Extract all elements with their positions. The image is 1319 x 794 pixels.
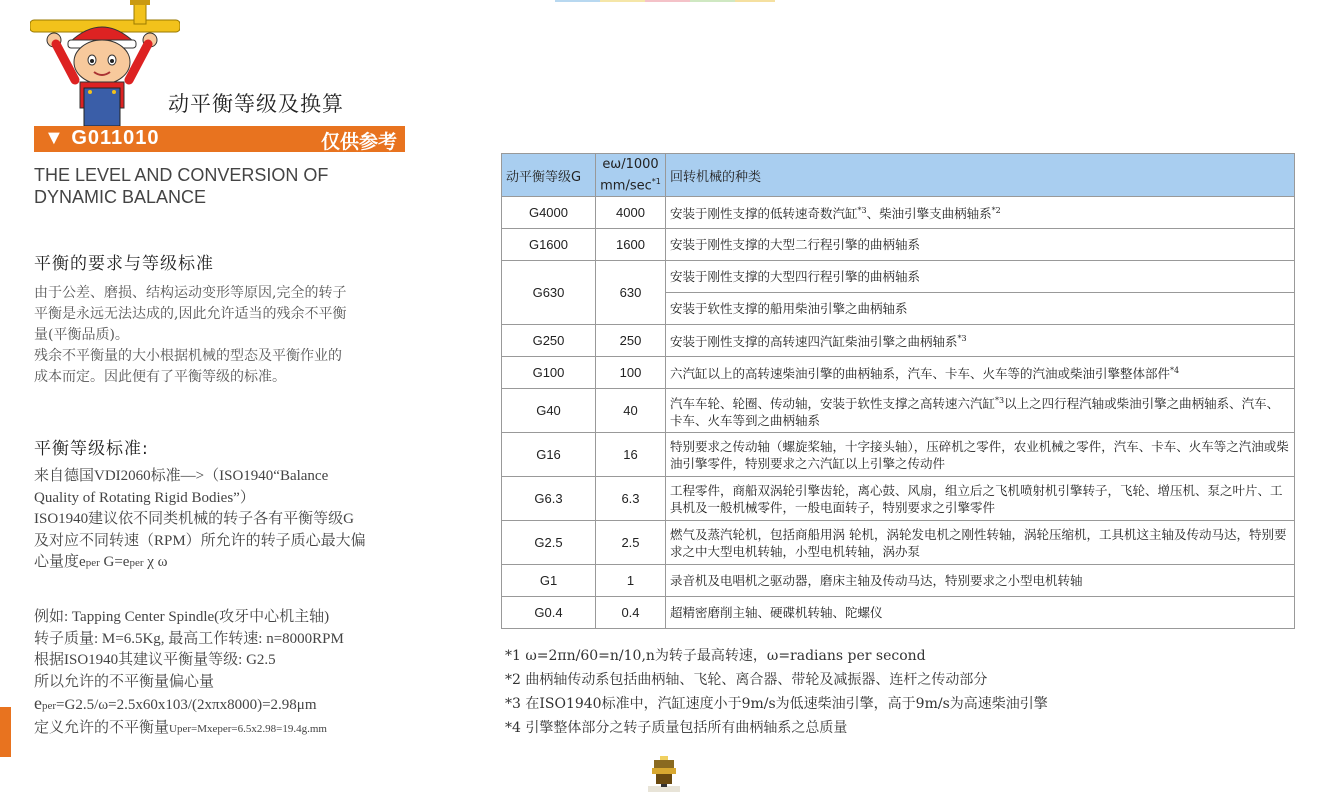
table-row: [502, 433, 1295, 477]
section2-line3: ISO1940建议依不同类机械的转子各有平衡等级G: [34, 511, 355, 527]
section2-line5: [34, 552, 366, 575]
description-cell: [666, 433, 1295, 477]
example-e: e: [34, 693, 42, 713]
value-cell: 40: [596, 389, 666, 433]
example-line6: [34, 718, 344, 741]
section2-line4: 及对应不同转速（RPM）所允许的转子质心最大偏: [34, 532, 366, 549]
table-row: [502, 357, 1295, 389]
side-accent-bar: [0, 707, 11, 757]
page-title-zh: 动平衡等级及换算: [168, 92, 344, 116]
value-cell: 1: [596, 565, 666, 597]
header-type: 回转机械的种类: [666, 154, 1295, 197]
grade-cell: G2.5: [502, 521, 596, 565]
footnote: *1 ω=2πn/60=n/10,n为转子最高转速，ω=radians per second: [505, 648, 926, 664]
header-ew: [596, 154, 666, 197]
code-bar: [34, 126, 405, 152]
example-block: [34, 607, 344, 740]
description-text: 安装于软性支撑的船用柴油引擎之曲柄轴系: [670, 301, 908, 316]
header-grade: 动平衡等级G: [502, 154, 596, 197]
example-line3: 根据ISO1940其建议平衡量等级: G2.5: [34, 652, 276, 668]
header-ew-sup: *1: [651, 176, 661, 186]
description-cell: [666, 357, 1295, 389]
table-header-row: [502, 154, 1295, 197]
value-cell: 630: [596, 261, 666, 325]
section1-line: 由于公差、磨损、结构运动变形等原因,完全的转子: [34, 285, 347, 301]
top-stripe-blue: [555, 0, 600, 2]
formula-e: e: [79, 554, 86, 570]
value-cell: 250: [596, 325, 666, 357]
footnote: *3 在ISO1940标准中，汽缸速度小于9m/s为低速柴油引擎，高于9m/s为高速柴油引擎: [505, 696, 1048, 712]
description-sup: *4: [1170, 366, 1180, 376]
description-text: 燃气及蒸汽轮机，包括商船用涡 轮机，涡轮发电机之刚性转轴，涡轮压缩机，工具机这主轴及传动马达，特别要求之中大型电机转轴，小型电机转轴，涡办泵: [670, 526, 1287, 559]
description-cell: [666, 389, 1295, 433]
catalog-code: ▼ G011010: [44, 127, 160, 149]
formula-end: χ ω: [143, 554, 168, 570]
description-sup: *3: [957, 334, 967, 344]
section1-line: 平衡是永远无法达成的,因此允许适当的残余不平衡: [34, 306, 347, 322]
value-cell: 2.5: [596, 521, 666, 565]
formula-mid: G=e: [99, 554, 130, 570]
table-row: [502, 389, 1295, 433]
example-formula: =G2.5/ω=2.5x60x103/(2xπx8000)=2.98μm: [56, 697, 317, 713]
description-cell: [666, 477, 1295, 521]
description-cell: [666, 325, 1295, 357]
section1-line: 成本而定。因此便有了平衡等级的标准。: [34, 369, 286, 385]
section2-line2: Quality of Rotating Rigid Bodies”）: [34, 489, 255, 506]
value-cell: 1600: [596, 229, 666, 261]
description-text: 超精密磨削主轴、硬碟机转轴、陀螺仪: [670, 605, 883, 620]
reference-label: 仅供参考: [320, 131, 397, 153]
section1-paragraph: [34, 283, 414, 388]
value-cell: 16: [596, 433, 666, 477]
mascot-worker-with-pipe-icon: [30, 0, 180, 126]
spindle-chuck-icon: [648, 756, 680, 792]
example-line6-prefix: 定义允许的不平衡量: [34, 719, 170, 736]
top-stripe-green: [690, 0, 735, 2]
description-text2: 以上之四行程汽轴或柴油引擎之曲柄轴系、汽车、卡车、火车等到之曲柄轴系: [670, 396, 1280, 429]
formula-sub: per: [85, 557, 100, 569]
description-text: 安装于刚性支撑的高转速四汽缸柴油引擎之曲柄轴系: [670, 334, 958, 350]
value-cell: 100: [596, 357, 666, 389]
header-ew-line2: mm/sec: [600, 178, 652, 194]
description-text: 六汽缸以上的高转速柴油引擎的曲柄轴系，汽车、卡车、火车等的汽油或柴油引擎整体部件: [670, 366, 1171, 382]
example-line6-formula2: per=6.5x2.98=19.4g.mm: [217, 722, 327, 735]
grade-cell: G4000: [502, 197, 596, 229]
value-cell: 6.3: [596, 477, 666, 521]
formula-prefix: 心量度: [34, 554, 80, 570]
section2-heading: 平衡等级标准:: [34, 439, 149, 459]
grade-cell: G630: [502, 261, 596, 325]
table-row: [502, 325, 1295, 357]
table-row: [502, 565, 1295, 597]
table-row: [502, 261, 1295, 293]
grade-cell: G1600: [502, 229, 596, 261]
header-ew-line1: eω/1000: [602, 156, 659, 172]
example-line5: [34, 693, 344, 718]
description-cell: [666, 293, 1295, 325]
description-sup2: *2: [991, 206, 1001, 216]
section1-line: 量(平衡品质)。: [34, 327, 129, 343]
table-row: [502, 521, 1295, 565]
en-title-line1: THE LEVEL AND CONVERSION OF: [34, 165, 329, 185]
page-title-en: [34, 164, 328, 208]
value-cell: 4000: [596, 197, 666, 229]
description-sup: *3: [995, 395, 1005, 405]
table-row: [502, 229, 1295, 261]
section2-block: [34, 466, 366, 575]
table-row: [502, 597, 1295, 629]
description-text: 汽车车轮、轮圈、传动轴，安装于软性支撑之高转速六汽缸: [670, 396, 996, 412]
value-cell: 0.4: [596, 597, 666, 629]
description-cell: [666, 565, 1295, 597]
example-line2: 转子质量: M=6.5Kg, 最高工作转速: n=8000RPM: [34, 630, 344, 647]
balance-grade-table: [501, 153, 1295, 629]
grade-cell: G1: [502, 565, 596, 597]
top-stripe-yellow: [600, 0, 645, 2]
example-line4: 所以允许的不平衡量偏心量: [34, 673, 215, 690]
en-title-line2: DYNAMIC BALANCE: [34, 187, 207, 207]
table-row: [502, 197, 1295, 229]
top-stripe-yellow2: [735, 0, 775, 2]
grade-cell: G100: [502, 357, 596, 389]
description-cell: [666, 521, 1295, 565]
description-text: 安装于刚性支撑的大型四行程引擎的曲柄轴系: [670, 269, 921, 284]
footnotes: [505, 644, 1048, 740]
description-cell: [666, 229, 1295, 261]
table-row: [502, 477, 1295, 521]
description-text2: 、柴油引擎支曲柄轴系: [866, 206, 992, 222]
section1-heading: 平衡的要求与等级标准: [34, 254, 214, 274]
description-cell: [666, 597, 1295, 629]
formula-sub2: per: [129, 557, 144, 569]
description-text: 安装于刚性支撑的低转速奇数汽缸: [670, 206, 858, 222]
description-sup: *3: [857, 206, 867, 216]
description-cell: [666, 197, 1295, 229]
top-stripe-pink: [645, 0, 690, 2]
description-text: 录音机及电唱机之驱动器，磨床主轴及传动马达，特别要求之小型电机转轴: [670, 573, 1083, 588]
example-line6-formula: Uper=Mxe: [169, 722, 218, 735]
section2-line1: 来自德国VDI2060标准—>（ISO1940“Balance: [34, 468, 329, 484]
description-text: 工程零件，商船双涡轮引擎齿轮，离心鼓、风扇，组立后之飞机喷射机引擎转子，飞轮、增压机、泵之叶片、工具机及一般机械零件，一般电面转子，特别要求之引擎零件: [670, 482, 1283, 515]
description-text: 安装于刚性支撑的大型二行程引擎的曲柄轴系: [670, 237, 921, 252]
grade-cell: G6.3: [502, 477, 596, 521]
example-sub: per: [42, 700, 57, 712]
footnote: *2 曲柄轴传动系包括曲柄轴、飞轮、离合器、带轮及减振器、连杆之传动部分: [505, 672, 988, 688]
example-line1: 例如: Tapping Center Spindle(攻牙中心机主轴): [34, 609, 330, 625]
description-cell: [666, 261, 1295, 293]
grade-cell: G16: [502, 433, 596, 477]
grade-cell: G0.4: [502, 597, 596, 629]
section1-line: 残余不平衡量的大小根据机械的型态及平衡作业的: [34, 348, 342, 364]
footnote: *4 引擎整体部分之转子质量包括所有曲柄轴系之总质量: [505, 720, 848, 736]
grade-cell: G250: [502, 325, 596, 357]
grade-cell: G40: [502, 389, 596, 433]
description-text: 特别要求之传动轴（螺旋桨轴，十字接头轴），压碎机之零件，农业机械之零件，汽车、卡车、火车等之汽油或柴油引擎零件，特别要求之六汽缸以上引擎之传动件: [670, 438, 1289, 471]
